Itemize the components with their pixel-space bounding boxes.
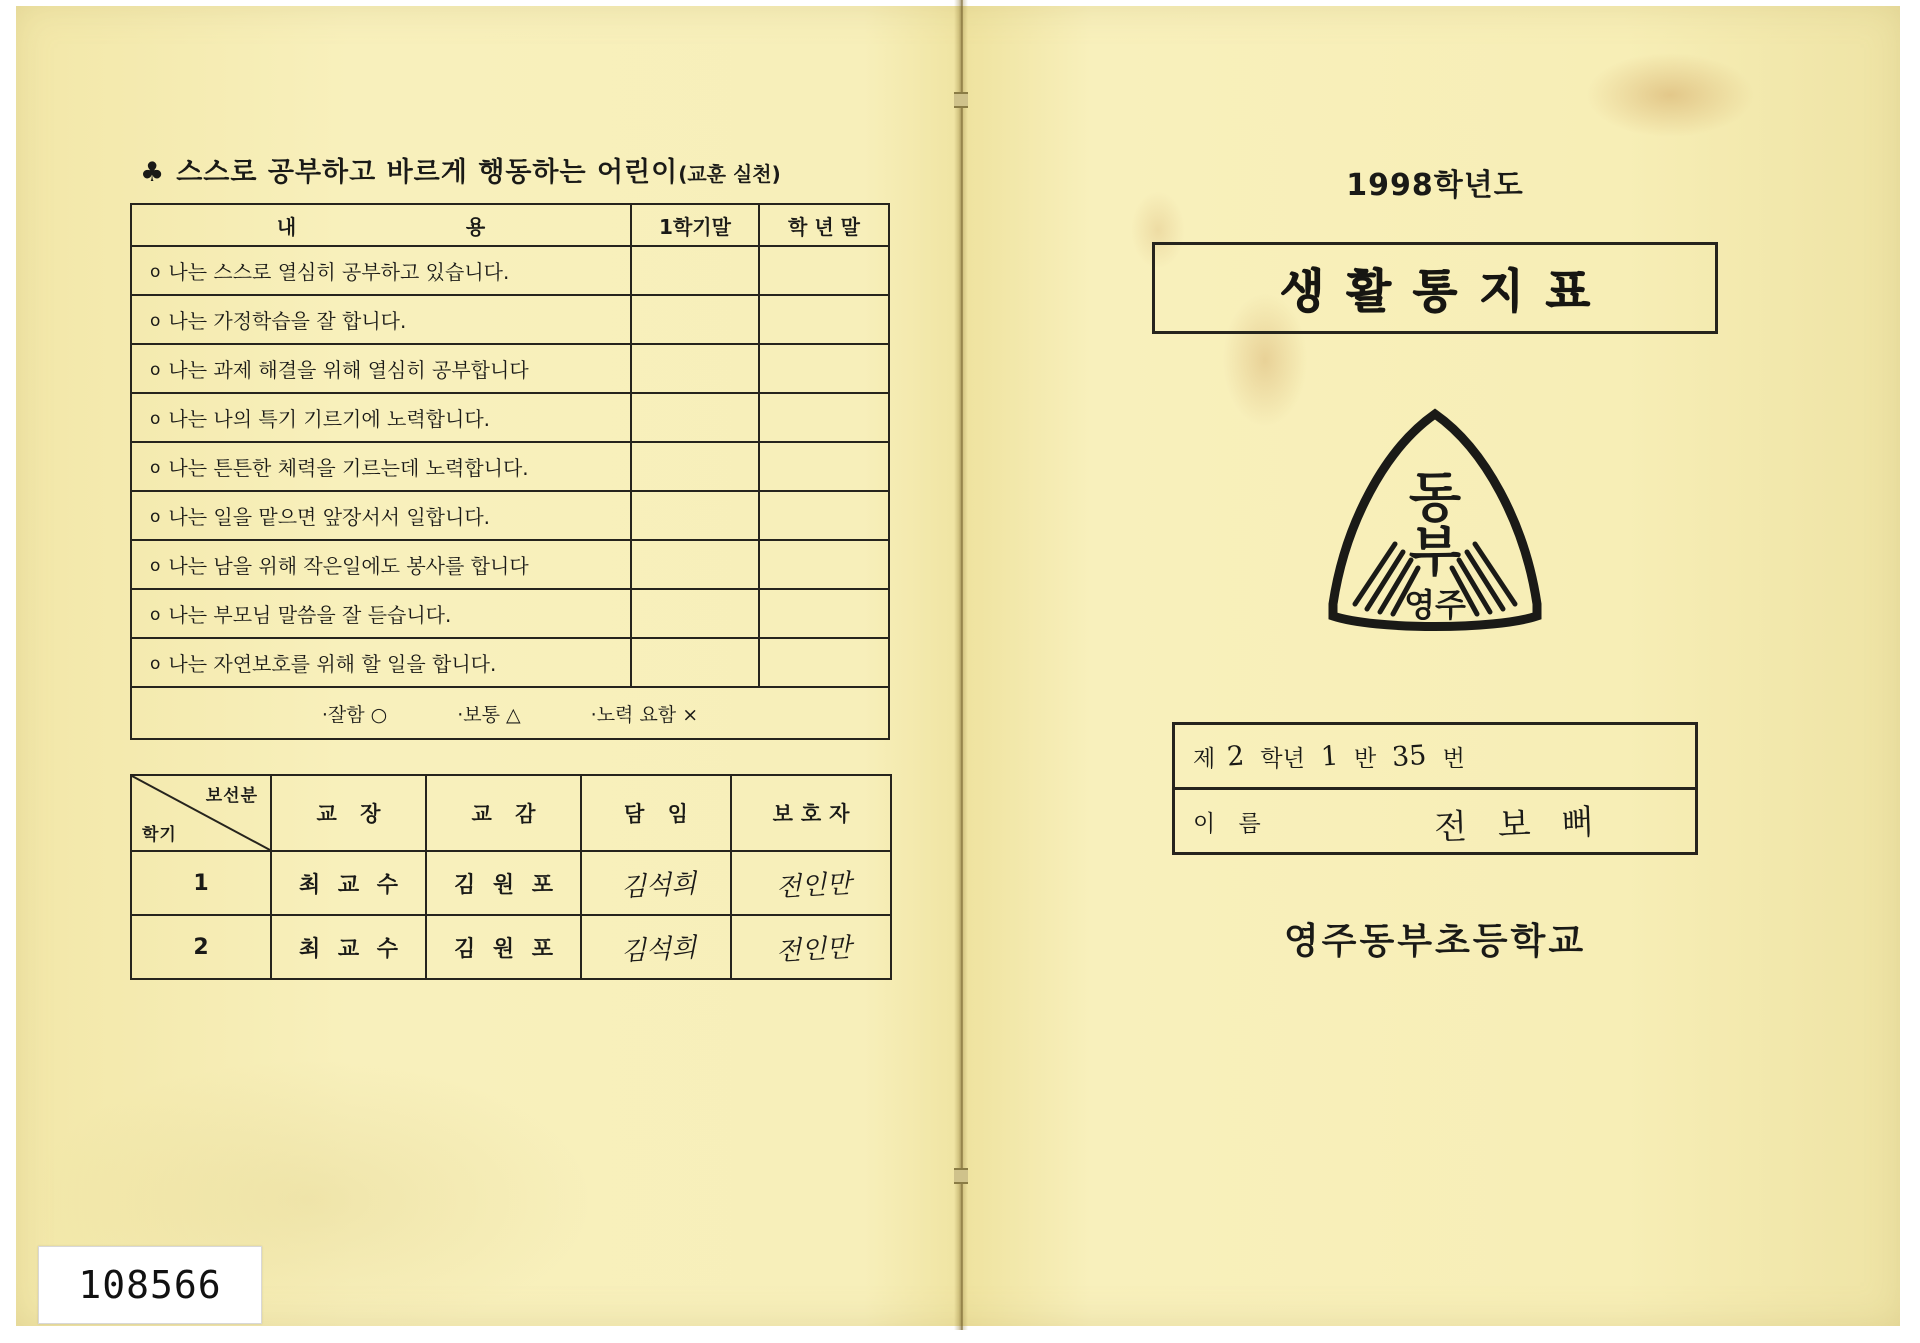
header-content [131, 204, 631, 246]
mark-term1[interactable] [631, 589, 759, 638]
mark-term1[interactable] [631, 246, 759, 295]
table-row [131, 295, 889, 344]
school-name: 영주동부초등학교 [1283, 921, 1587, 962]
habit-item [131, 393, 631, 442]
table-row [131, 491, 889, 540]
guardian-signature [731, 851, 891, 915]
signature-table [130, 774, 892, 980]
student-number-label: 번 [1442, 745, 1465, 772]
legend-cell [131, 687, 889, 739]
vice-principal-name: 김 원 포 [426, 915, 581, 979]
mark-year[interactable] [759, 491, 889, 540]
mark-term1[interactable] [631, 344, 759, 393]
paper-edge-right [1900, 0, 1908, 1330]
habit-item-label: 나는 자연보호를 위해 할 일을 합니다. [168, 652, 497, 676]
habit-item-label: 나는 가정학습을 잘 합니다. [168, 309, 407, 333]
name-info-row [1175, 790, 1695, 852]
bullet-icon: o [150, 311, 161, 331]
mark-year[interactable] [759, 393, 889, 442]
teacher-signature [581, 851, 731, 915]
right-page-cover [970, 140, 1900, 964]
habit-item-label: 나는 남을 위해 작은일에도 봉사를 합니다 [168, 554, 529, 578]
grade-value[interactable]: 2 [1226, 739, 1246, 773]
name-label: 이 름 [1193, 810, 1269, 837]
bullet-icon: o [150, 458, 161, 478]
mark-term1[interactable] [631, 491, 759, 540]
motto-line [140, 150, 920, 189]
cover-title-box [1152, 242, 1718, 334]
header-content-left: 내 [276, 214, 297, 239]
mark-year[interactable] [759, 295, 889, 344]
student-number-value[interactable]: 35 [1391, 739, 1428, 773]
school-year: 1998학년도 [1346, 168, 1524, 203]
booklet-spine-line [961, 0, 963, 1330]
bullet-icon: o [150, 409, 161, 429]
table-row [131, 638, 889, 687]
svg-text:동: 동 [1408, 466, 1462, 529]
header-homeroom-teacher: 담 임 [581, 775, 731, 851]
term-number: 1 [131, 851, 271, 915]
mark-year[interactable] [759, 442, 889, 491]
header-term-corner [131, 775, 271, 851]
bullet-icon: o [150, 654, 161, 674]
legend-needs-effort: ·노력 요함 × [590, 703, 699, 726]
header-guardian: 보호자 [731, 775, 891, 851]
table-row [131, 246, 889, 295]
mark-term1[interactable] [631, 442, 759, 491]
habit-item-label: 나는 과제 해결을 위해 열심히 공부합니다 [168, 358, 529, 382]
bullet-icon: o [150, 507, 161, 527]
bullet-icon: o [150, 605, 161, 625]
student-name-value[interactable]: 전 보 뻐 [1433, 801, 1605, 848]
header-content-right: 용 [465, 214, 486, 239]
habit-item [131, 295, 631, 344]
vice-principal-name: 김 원 포 [426, 851, 581, 915]
habit-item [131, 540, 631, 589]
motto-sub-text: (교훈 실천) [678, 162, 781, 186]
club-suit-icon: ♣ [140, 157, 165, 188]
habit-item [131, 491, 631, 540]
principal-name: 최 교 수 [271, 851, 426, 915]
table-row [131, 851, 891, 915]
motto-main-text: 스스로 공부하고 바르게 행동하는 어린이 [176, 157, 679, 188]
header-term1: 1학기말 [631, 204, 759, 246]
legend-average: ·보통 △ [457, 703, 521, 726]
teacher-signature-text: 김석희 [620, 868, 698, 903]
guardian-signature-text: 전인만 [775, 932, 853, 967]
habit-item [131, 442, 631, 491]
student-info-box [1172, 722, 1698, 855]
mark-term1[interactable] [631, 638, 759, 687]
habit-item [131, 589, 631, 638]
table-row [131, 589, 889, 638]
table-row [131, 540, 889, 589]
bullet-icon: o [150, 556, 161, 576]
habit-item-label: 나는 스스로 열심히 공부하고 있습니다. [168, 260, 510, 284]
header-principal: 교 장 [271, 775, 426, 851]
habit-item [131, 344, 631, 393]
mark-term1[interactable] [631, 540, 759, 589]
paper-edge-left [10, 0, 16, 1330]
principal-name: 최 교 수 [271, 915, 426, 979]
self-evaluation-table [130, 203, 890, 740]
mark-year[interactable] [759, 589, 889, 638]
guardian-signature [731, 915, 891, 979]
header-vice-principal: 교 감 [426, 775, 581, 851]
mark-year[interactable] [759, 344, 889, 393]
mark-year[interactable] [759, 540, 889, 589]
teacher-signature-text: 김석희 [620, 932, 698, 967]
class-label: 반 [1354, 745, 1377, 772]
header-year-end: 학 년 말 [759, 204, 889, 246]
table-row [131, 442, 889, 491]
habit-item-label: 나는 일을 맡으면 앞장서서 일합니다. [168, 505, 490, 529]
guardian-signature-text: 전인만 [775, 868, 853, 903]
header-corner-bottom: 학기 [142, 825, 177, 845]
grade-label: 학년 [1260, 745, 1305, 772]
signature-header-row [131, 775, 891, 851]
grade-prefix-label: 제 [1193, 745, 1222, 772]
teacher-signature [581, 915, 731, 979]
table-header-row [131, 204, 889, 246]
class-value[interactable]: 1 [1319, 739, 1340, 773]
term-number: 2 [131, 915, 271, 979]
habit-item [131, 246, 631, 295]
bullet-icon: o [150, 360, 161, 380]
table-row [131, 393, 889, 442]
archive-label-sticker [38, 1246, 262, 1324]
legend-good: ·잘함 ○ [321, 703, 388, 726]
habit-item-label: 나는 부모님 말씀을 잘 듣습니다. [168, 603, 452, 627]
cover-title: 생활통지표 [1279, 264, 1613, 318]
table-row [131, 915, 891, 979]
bullet-icon: o [150, 262, 161, 282]
svg-text:영주: 영주 [1404, 586, 1466, 624]
staple-top [954, 92, 968, 108]
mark-term1[interactable] [631, 393, 759, 442]
svg-text:부: 부 [1408, 520, 1462, 583]
mark-year[interactable] [759, 246, 889, 295]
class-info-row [1175, 725, 1695, 790]
archive-label-code: 108566 [78, 1263, 222, 1307]
habit-item-label: 나는 나의 특기 기르기에 노력합니다. [168, 407, 490, 431]
habit-item-label: 나는 튼튼한 체력을 기르는데 노력합니다. [168, 456, 529, 480]
header-corner-top: 보선분 [205, 786, 258, 806]
habit-item [131, 638, 631, 687]
scanned-report-card [10, 0, 1908, 1330]
mark-term1[interactable] [631, 295, 759, 344]
mark-year[interactable] [759, 638, 889, 687]
left-page [130, 150, 920, 980]
table-row [131, 344, 889, 393]
staple-bottom [954, 1168, 968, 1184]
table-legend-row [131, 687, 889, 739]
school-emblem-icon [1285, 404, 1585, 644]
